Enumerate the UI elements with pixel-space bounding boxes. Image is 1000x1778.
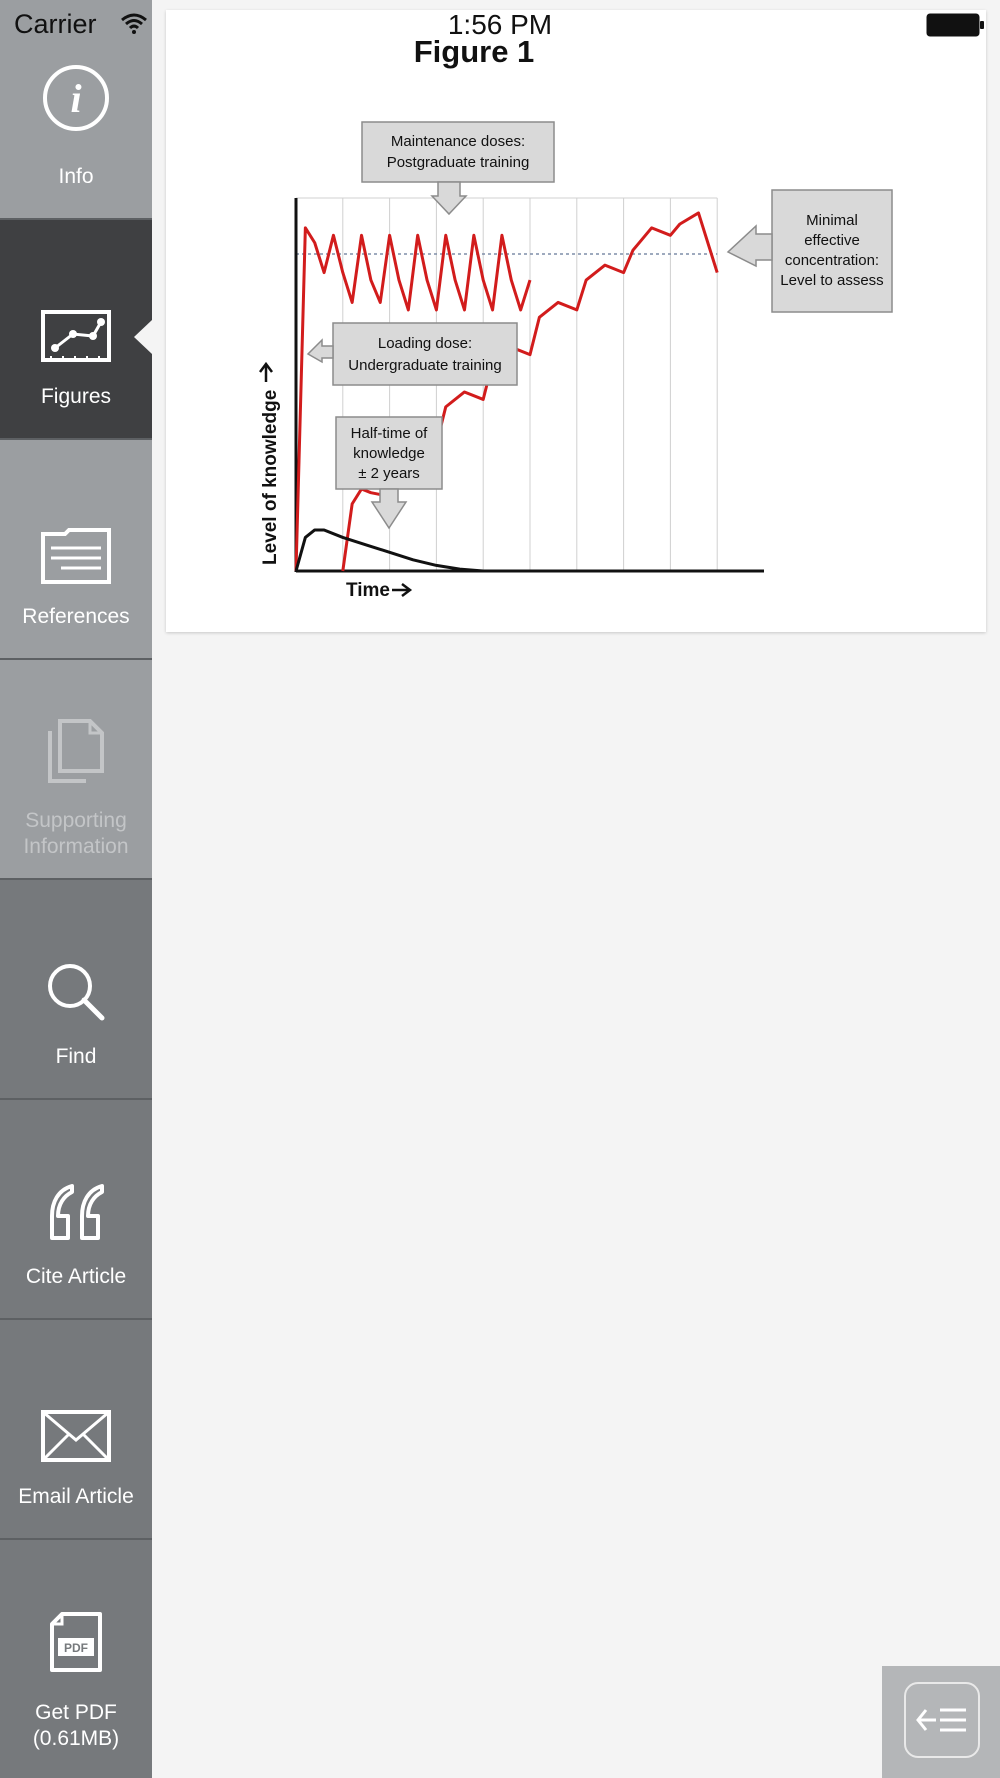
sidebar-item-references[interactable] — [0, 440, 152, 660]
sidebar-item-cite-article-label: Cite Article — [25, 1265, 127, 1288]
x-axis-label: Time — [346, 580, 391, 601]
annotation-halftime-line1: Half-time of — [350, 425, 428, 442]
back-to-contents-icon — [914, 1702, 970, 1738]
sidebar-item-get-pdf-label: Get PDF (0.61MB) — [32, 1701, 120, 1750]
sidebar-item-find[interactable] — [0, 880, 152, 1100]
sidebar-item-get-pdf[interactable] — [0, 1540, 152, 1778]
sidebar-item-email-article[interactable] — [0, 1320, 152, 1540]
sidebar-item-cite-article[interactable] — [0, 1100, 152, 1320]
annotation-loading-line1: Loading dose: — [377, 335, 473, 352]
svg-text:i: i — [70, 76, 82, 121]
y-axis-label: Level of knowledge — [260, 389, 281, 565]
annotation-halftime-line3: ± 2 years — [358, 465, 420, 482]
figures-icon — [36, 296, 116, 376]
annotation-halftime-line2: knowledge — [353, 445, 425, 462]
pdf-icon — [36, 1602, 116, 1682]
sidebar-item-figures[interactable] — [0, 220, 152, 440]
sidebar-item-references-label: References — [22, 605, 130, 628]
annotation-minimal-line2: effective — [804, 232, 860, 249]
figure-title: Figure 1 — [413, 34, 535, 69]
table-of-contents-button[interactable] — [904, 1682, 980, 1758]
search-icon — [36, 952, 116, 1032]
sidebar — [0, 0, 152, 1778]
toc-panel — [882, 1666, 1000, 1778]
status-bar — [0, 0, 1000, 50]
sidebar-item-info-label: Info — [58, 165, 94, 188]
active-pointer — [134, 320, 152, 354]
quote-icon — [36, 1172, 116, 1252]
sidebar-item-email-article-label: Email Article — [18, 1485, 134, 1508]
annotation-minimal-line1: Minimal — [806, 212, 858, 229]
battery-icon — [926, 13, 986, 37]
y-axis-arrow-icon — [260, 364, 272, 382]
figure-chart — [166, 100, 926, 620]
annotation-minimal-line3: concentration: — [784, 252, 880, 269]
references-icon — [36, 516, 116, 596]
sidebar-item-supporting-information-label: Supporting Information — [23, 809, 129, 858]
annotation-minimal-line4: Level to assess — [780, 272, 884, 289]
carrier-label: Carrier — [14, 9, 97, 39]
status-time: 1:56 PM — [447, 9, 553, 40]
sidebar-item-find-label: Find — [55, 1045, 97, 1068]
info-icon — [36, 58, 116, 138]
pdf-icon-text: PDF — [64, 1641, 88, 1655]
annotation-loading-line2: Undergraduate training — [348, 357, 502, 374]
annotation-maintenance-line1: Maintenance doses: — [390, 133, 526, 150]
series-line-1 — [296, 228, 530, 571]
x-axis-arrow-icon — [392, 584, 410, 596]
annotation-loading-dose — [308, 323, 517, 385]
sidebar-item-supporting-information — [0, 660, 152, 880]
annotation-minimal-concentration — [728, 190, 892, 312]
annotation-maintenance-line2: Postgraduate training — [386, 154, 530, 171]
sidebar-item-figures-label: Figures — [40, 385, 112, 408]
envelope-icon — [36, 1396, 116, 1476]
documents-icon — [36, 710, 116, 790]
annotation-maintenance — [362, 122, 554, 214]
